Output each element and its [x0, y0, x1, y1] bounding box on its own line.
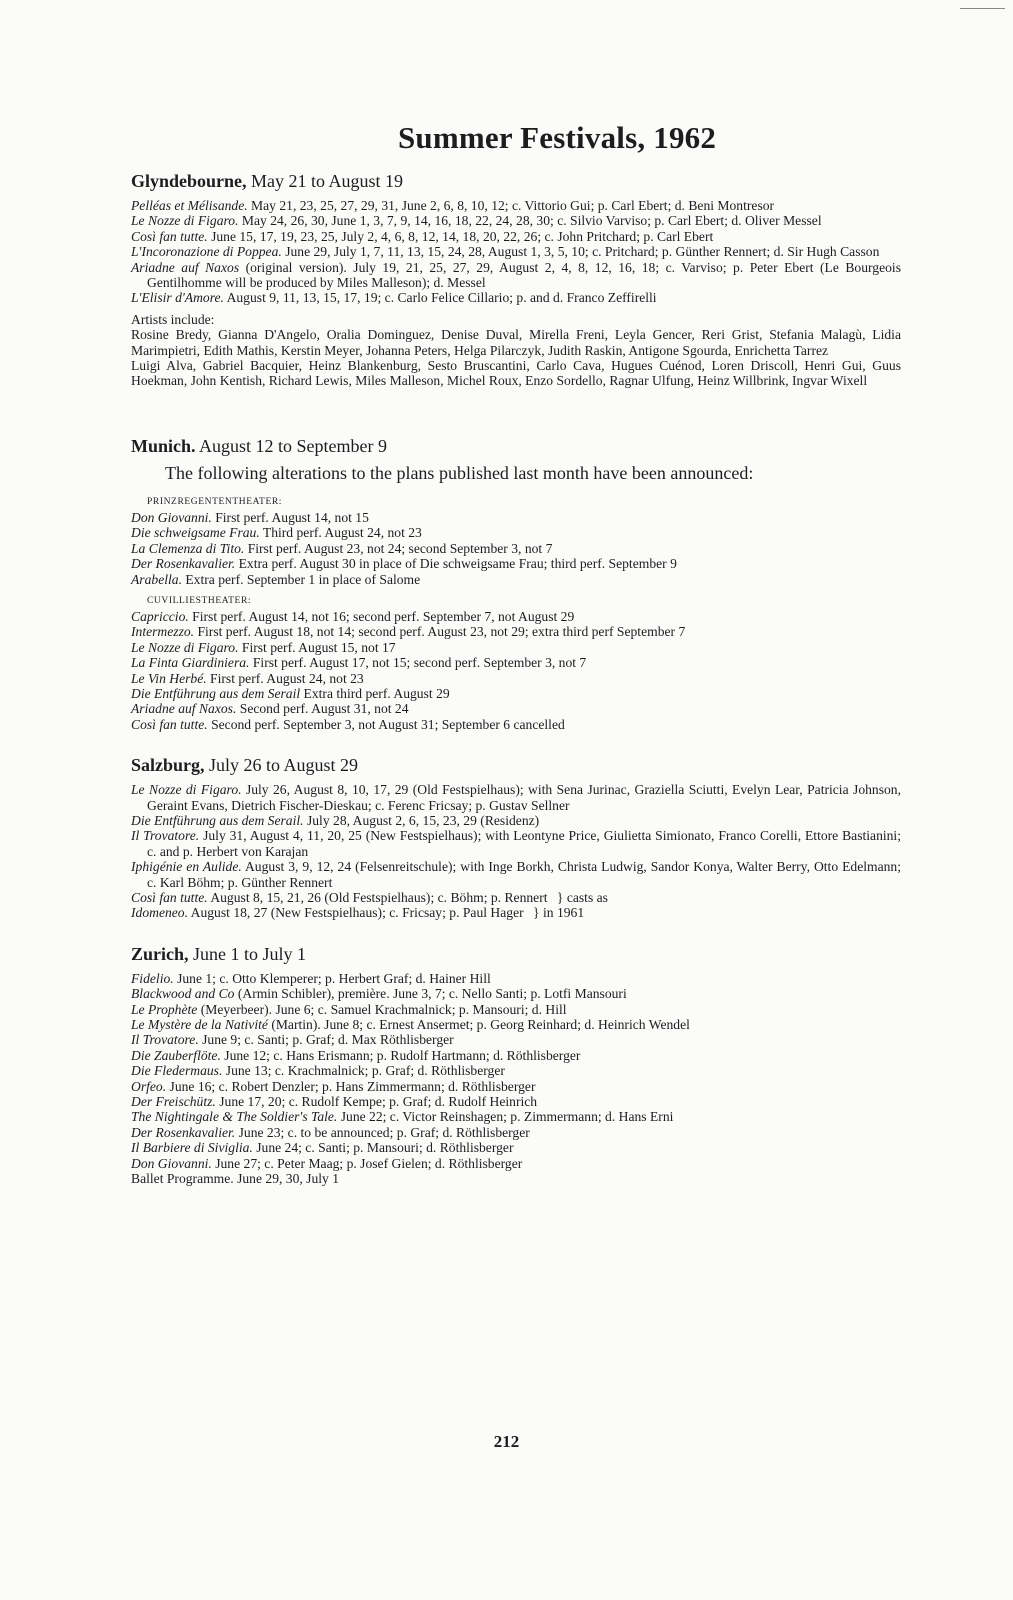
entry-item	[131, 1048, 901, 1063]
entry-item	[131, 1109, 901, 1124]
work-title: Così fan tutte.	[131, 890, 208, 905]
entry-item	[131, 198, 901, 213]
section-zurich	[131, 943, 901, 1187]
entry-item	[131, 510, 901, 525]
work-title: Die Entführung aus dem Serail.	[131, 812, 304, 828]
work-title: Der Rosenkavalier.	[131, 1124, 236, 1140]
festival-dates: August 12 to September 9	[195, 435, 388, 456]
entry-note: } casts as	[553, 890, 608, 905]
entry-details: June 9; c. Santi; p. Graf; d. Max Röthlisberger	[198, 1032, 454, 1048]
entry-item	[131, 828, 901, 859]
section-heading	[131, 943, 901, 965]
festival-name: Zurich,	[131, 943, 189, 964]
work-title: Capriccio.	[131, 608, 189, 624]
entry-item	[131, 655, 901, 670]
section-heading	[131, 170, 901, 192]
entry-list	[131, 510, 901, 587]
entry-details: August 3, 9, 12, 24 (Felsenreitschule); with Inge Borkh, Christa Ludwig, Sandor Konya, Walter Berry, Otto Edelmann; c. Karl Böhm; p. Günther Rennert	[147, 859, 901, 890]
entry-item	[131, 229, 901, 244]
work-title: Idomeneo.	[131, 905, 188, 921]
entry-details: June 17, 20; c. Rudolf Kempe; p. Graf; d. Rudolf Heinrich	[215, 1094, 538, 1110]
entry-details: Third perf. August 24, not 23	[259, 525, 422, 541]
entry-details: June 23; c. to be announced; p. Graf; d. Röthlisberger	[235, 1124, 530, 1140]
page-number: 212	[493, 1432, 520, 1451]
work-title: Il Trovatore.	[131, 1032, 199, 1048]
entry-details: First perf. August 23, not 24; second September 3, not 7	[244, 540, 553, 556]
entry-details: June 22; c. Victor Reinshagen; p. Zimmermann; d. Hans Erni	[337, 1109, 674, 1125]
work-title: Le Nozze di Figaro.	[131, 639, 239, 655]
entry-details: June 16; c. Robert Denzler; p. Hans Zimmermann; d. Röthlisberger	[166, 1078, 536, 1094]
entry-details: June 27; c. Peter Maag; p. Josef Gielen; d. Röthlisberger	[211, 1155, 523, 1171]
work-title: Iphigénie en Aulide.	[131, 859, 242, 875]
page-content	[131, 118, 901, 1209]
entry-details: (Armin Schibler), première. June 3, 7; c. Nello Santi; p. Lotfi Mansouri	[234, 986, 627, 1002]
entry-list	[131, 782, 901, 921]
entry-details: First perf. August 18, not 14; second perf. August 23, not 29; extra third perf September 7	[194, 624, 686, 640]
entry-item	[131, 1094, 901, 1109]
section-salzburg	[131, 754, 901, 921]
festival-dates: May 21 to August 19	[246, 171, 404, 191]
entry-list	[131, 198, 901, 306]
work-title: Die Fledermaus.	[131, 1063, 223, 1079]
work-title: Blackwood and Co	[131, 986, 235, 1002]
entry-item	[131, 717, 901, 732]
work-title: Il Barbiere di Siviglia.	[131, 1140, 253, 1156]
section-glyndebourne	[131, 170, 901, 389]
artists-men: Luigi Alva, Gabriel Bacquier, Heinz Blankenburg, Sesto Bruscantini, Carlo Cava, Hugues Cuénod, Loren Driscoll, Henri Gui, Guus Hoekman, John Kentish, Richard Lewis, Miles Malleson, Michel Roux, Enzo Sordello, Ragnar Ulfung, Heinz Willbrink, Ingvar Wixell	[131, 358, 901, 389]
work-title: L'Incoronazione di Poppea.	[131, 244, 282, 260]
entry-details: Extra third perf. August 29	[300, 685, 450, 701]
entry-details: First perf. August 15, not 17	[238, 639, 396, 655]
entry-item	[131, 556, 901, 571]
entry-item	[131, 609, 901, 624]
entry-item	[131, 701, 901, 716]
entry-item	[131, 1171, 901, 1186]
entry-item	[131, 813, 901, 828]
entry-item	[131, 640, 901, 655]
entry-item	[131, 1156, 901, 1171]
work-title: Il Trovatore.	[131, 828, 200, 844]
work-title: Così fan tutte.	[131, 716, 208, 732]
section-heading	[131, 754, 901, 776]
work-title: Orfeo.	[131, 1078, 167, 1094]
work-title: Le Nozze di Figaro.	[131, 782, 242, 798]
entry-item	[131, 671, 901, 686]
section-munich	[131, 435, 901, 732]
artists-women: Rosine Bredy, Gianna D'Angelo, Oralia Dominguez, Denise Duval, Mirella Freni, Leyla Gencer, Reri Grist, Stefania Malagù, Lidia Marimpietri, Edith Mathis, Kerstin Meyer, Johanna Peters, Helga Pilarczyk, Judith Raskin, Antigone Sgourda, Enrichetta Tarrez	[131, 327, 901, 358]
festival-name: Munich.	[131, 435, 196, 456]
entry-item	[131, 213, 901, 228]
venue-heading: CUVILLIESTHEATER:	[147, 595, 252, 606]
page-title: Summer Festivals, 1962	[397, 120, 717, 155]
work-title: Die Zauberflöte.	[131, 1047, 221, 1063]
scan-edge-line	[960, 8, 1005, 9]
festival-name: Glyndebourne,	[131, 171, 247, 191]
entry-item	[131, 971, 901, 986]
entry-details: August 18, 27 (New Festspielhaus); c. Fricsay; p. Paul Hager	[188, 905, 524, 921]
work-title: Die Entführung aus dem Serail	[131, 685, 301, 701]
venue-heading: PRINZREGENTENTHEATER:	[147, 496, 283, 507]
entry-item	[131, 1063, 901, 1078]
work-title: Le Prophète	[131, 1001, 198, 1017]
entry-item	[131, 1002, 901, 1017]
entry-item	[131, 624, 901, 639]
entry-details: August 9, 11, 13, 15, 17, 19; c. Carlo Felice Cillario; p. and d. Franco Zeffirelli	[223, 290, 657, 306]
work-title: Don Giovanni.	[131, 1155, 212, 1171]
entry-item	[131, 1032, 901, 1047]
entry-item	[131, 1125, 901, 1140]
work-title: Der Rosenkavalier.	[131, 556, 236, 572]
work-title: Intermezzo.	[131, 624, 195, 640]
entry-details: July 31, August 4, 11, 20, 25 (New Festspielhaus); with Leontyne Price, Giulietta Simionato, Franco Corelli, Ettore Bastianini; c. and p. Herbert von Karajan	[147, 828, 901, 859]
work-title: Ariadne auf Naxos.	[131, 701, 237, 717]
entry-item	[131, 1079, 901, 1094]
entry-details: July 26, August 8, 10, 17, 29 (Old Festspielhaus); with Sena Jurinac, Graziella Sciutti, Evelyn Lear, Patricia Johnson, Geraint Evans, Dietrich Fischer-Dieskau; c. Ferenc Fricsay; p. Gustav Sellner	[147, 782, 901, 813]
artists-label: Artists include:	[131, 311, 215, 327]
work-title: La Clemenza di Tito.	[131, 540, 245, 556]
work-title: Le Vin Herbé.	[131, 670, 207, 686]
entry-item	[131, 1017, 901, 1032]
entry-item	[131, 905, 901, 920]
artists-block	[131, 312, 901, 389]
entry-details: First perf. August 14, not 16; second perf. September 7, not August 29	[188, 608, 575, 624]
entry-details: Extra perf. September 1 in place of Salome	[181, 571, 421, 587]
work-title: L'Elisir d'Amore.	[131, 290, 224, 306]
entry-details: June 1; c. Otto Klemperer; p. Herbert Graf; d. Hainer Hill	[173, 970, 491, 986]
entry-details: Extra perf. August 30 in place of Die schweigsame Frau; third perf. September 9	[235, 556, 677, 572]
entry-details: May 24, 26, 30, June 1, 3, 7, 9, 14, 16, 18, 22, 24, 28, 30; c. Silvio Varviso; p. Carl Ebert; d. Oliver Messel	[238, 213, 822, 229]
entry-item	[131, 859, 901, 890]
entry-details: First perf. August 24, not 23	[206, 670, 364, 686]
entry-details: June 12; c. Hans Erismann; p. Rudolf Hartmann; d. Röthlisberger	[220, 1047, 581, 1063]
work-title: Le Nozze di Figaro.	[131, 213, 239, 229]
entry-item	[131, 782, 901, 813]
work-title: Fidelio.	[131, 970, 174, 986]
entry-item	[131, 541, 901, 556]
entry-list	[131, 971, 901, 1187]
entry-details: June 29, July 1, 7, 11, 13, 15, 24, 28, August 1, 3, 5, 10; c. Pritchard; p. Günther Rennert; d. Sir Hugh Casson	[281, 244, 880, 260]
entry-details: July 28, August 2, 6, 15, 23, 29 (Residenz)	[303, 812, 540, 828]
work-title: Così fan tutte.	[131, 228, 208, 244]
entry-details: First perf. August 17, not 15; second perf. September 3, not 7	[249, 655, 587, 671]
entry-details: Second perf. August 31, not 24	[236, 701, 409, 717]
entry-item	[131, 686, 901, 701]
entry-details: June 15, 17, 19, 23, 25, July 2, 4, 6, 8, 12, 14, 18, 20, 22, 26; c. John Pritchard; p. Carl Ebert	[207, 228, 714, 244]
work-title: La Finta Giardiniera.	[131, 655, 250, 671]
work-title: Le Mystère de la Nativité	[131, 1017, 268, 1033]
work-title: Arabella.	[131, 571, 182, 587]
entry-item	[131, 260, 901, 291]
entry-details: (Martin). June 8; c. Ernest Ansermet; p. Georg Reinhard; d. Heinrich Wendel	[267, 1017, 690, 1033]
entry-details: June 13; c. Krachmalnick; p. Graf; d. Röthlisberger	[222, 1063, 505, 1079]
festival-name: Salzburg,	[131, 755, 205, 776]
munich-intro: The following alterations to the plans published last month have been announced:	[165, 462, 754, 483]
work-title: Ariadne auf Naxos	[131, 259, 240, 275]
work-title: The Nightingale & The Soldier's Tale.	[131, 1109, 338, 1125]
entry-details: (Meyerbeer). June 6; c. Samuel Krachmalnick; p. Mansouri; d. Hill	[197, 1001, 567, 1017]
entry-details: Ballet Programme. June 29, 30, July 1	[131, 1171, 340, 1187]
entry-item	[131, 890, 901, 905]
entry-item	[131, 525, 901, 540]
festival-dates: June 1 to July 1	[188, 943, 307, 964]
entry-item	[131, 986, 901, 1001]
entry-details: August 8, 15, 21, 26 (Old Festspielhaus); c. Böhm; p. Rennert	[207, 890, 548, 905]
entry-details: First perf. August 14, not 15	[211, 509, 369, 525]
entry-details: June 24; c. Santi; p. Mansouri; d. Röthlisberger	[252, 1140, 514, 1156]
entry-item	[131, 290, 901, 305]
entry-list	[131, 609, 901, 732]
work-title: Don Giovanni.	[131, 509, 212, 525]
entry-item	[131, 1140, 901, 1155]
entry-details: Second perf. September 3, not August 31; September 6 cancelled	[207, 716, 565, 732]
entry-note: } in 1961	[529, 905, 585, 921]
work-title: Der Freischütz.	[131, 1094, 216, 1110]
work-title: Pelléas et Mélisande.	[131, 198, 248, 213]
entry-item	[131, 572, 901, 587]
entry-details: (original version). July 19, 21, 25, 27, 29, August 2, 4, 8, 12, 16, 18; c. Varviso; p. Peter Ebert (Le Bourgeois Gentilhomme will be produced by Miles Malleson); d. Messel	[147, 259, 901, 291]
section-heading	[131, 435, 901, 457]
entry-item	[131, 244, 901, 259]
festival-dates: July 26 to August 29	[204, 755, 359, 776]
work-title: Die schweigsame Frau.	[131, 525, 260, 541]
entry-details: May 21, 23, 25, 27, 29, 31, June 2, 6, 8, 10, 12; c. Vittorio Gui; p. Carl Ebert; d. Beni Montresor	[247, 198, 775, 213]
